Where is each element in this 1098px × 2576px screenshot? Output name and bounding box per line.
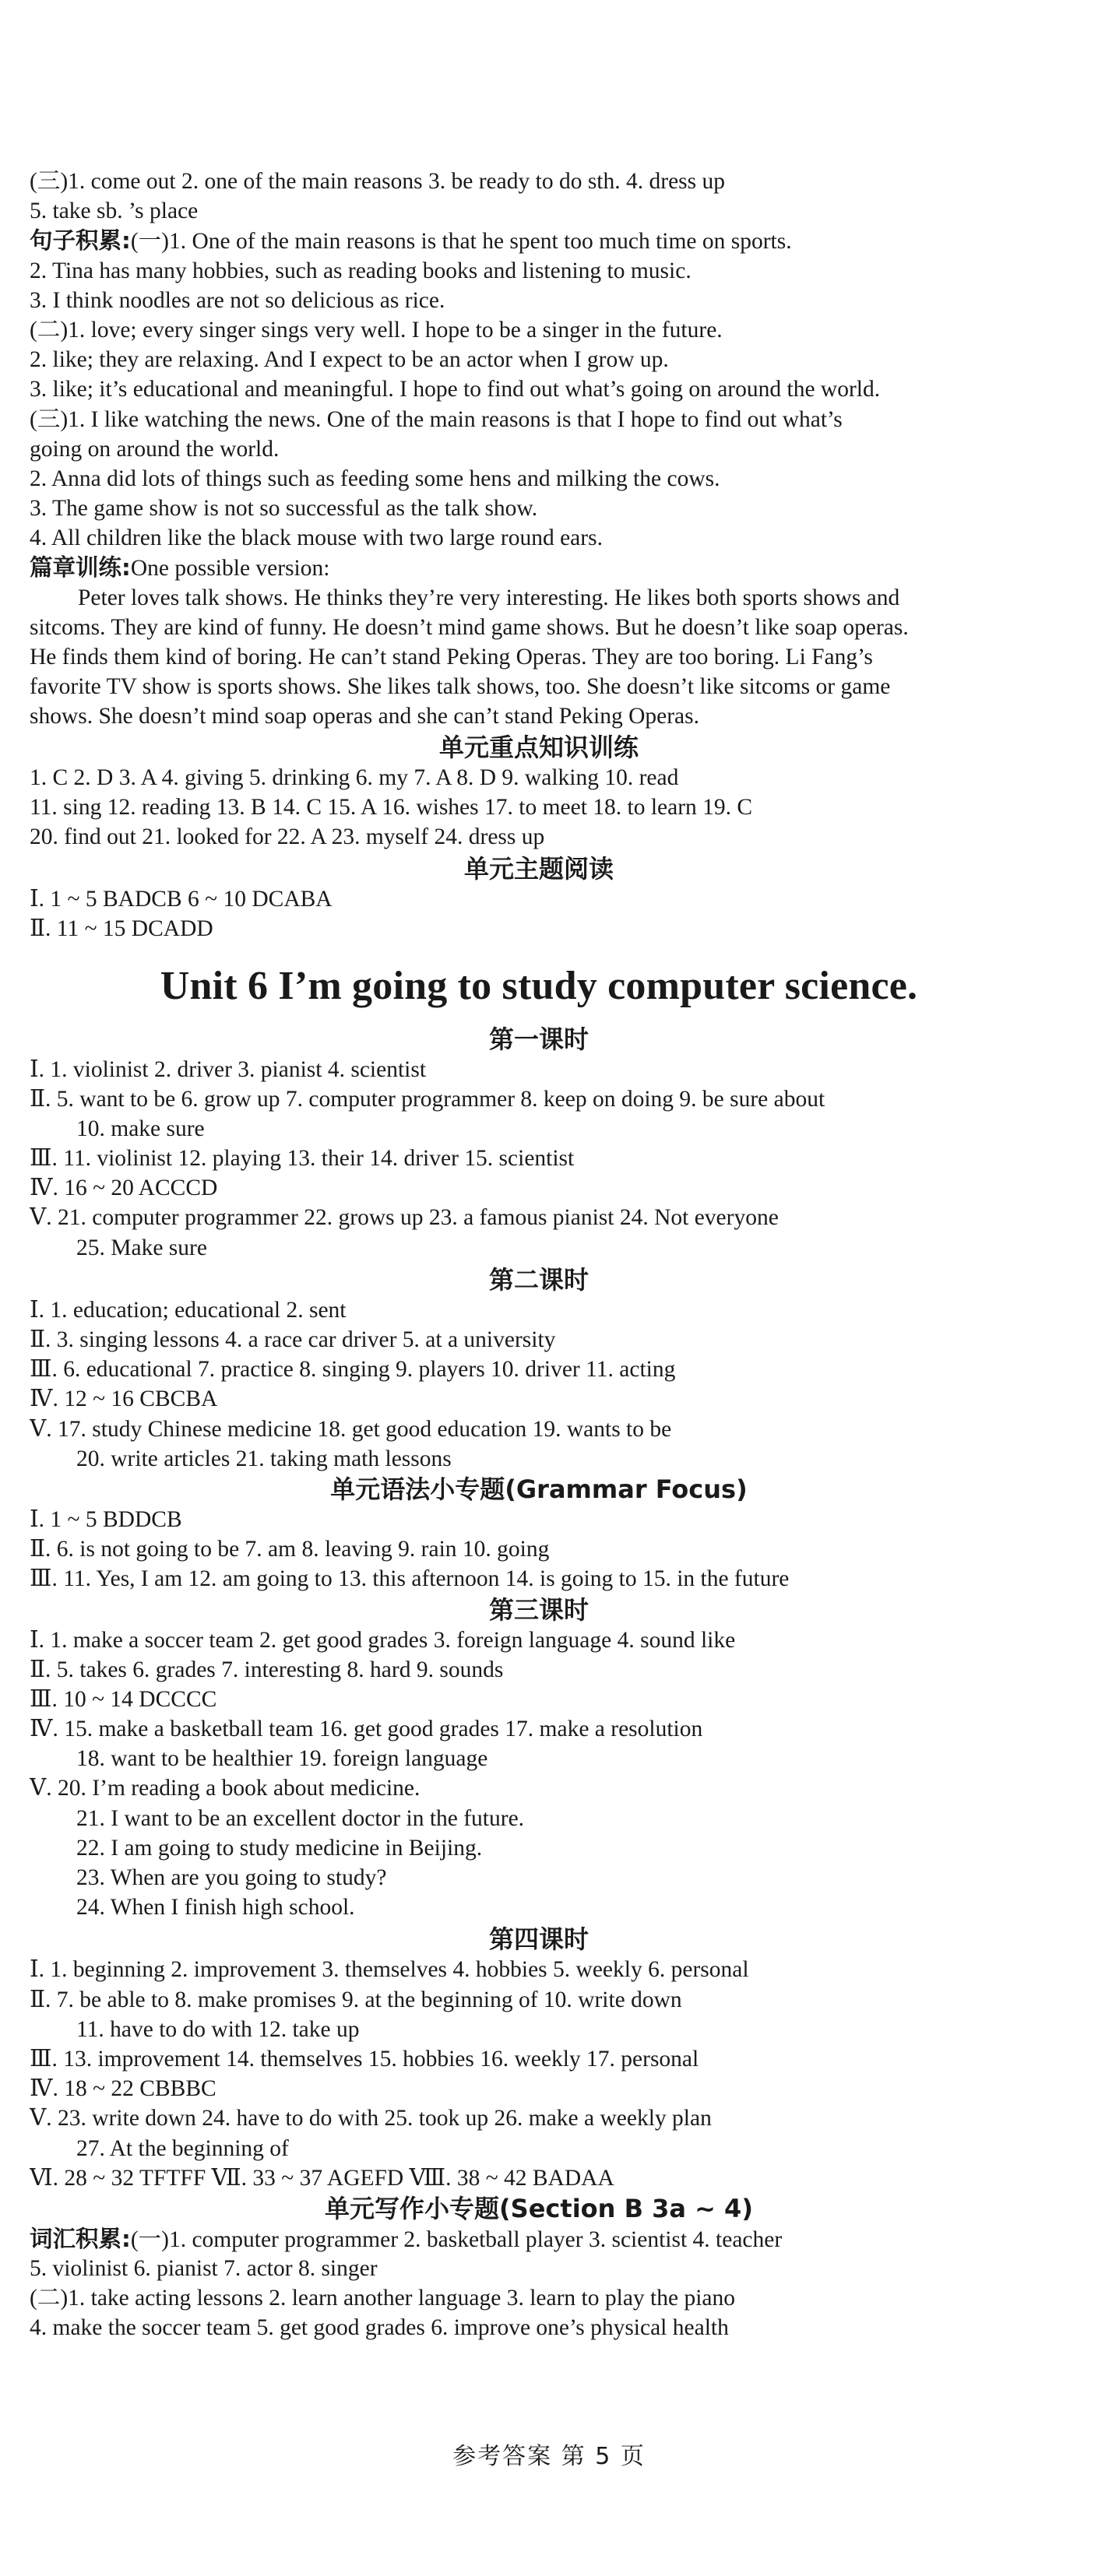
answer-line xyxy=(30,1744,1048,1773)
answer-line xyxy=(30,884,1048,914)
line-text: Ⅰ. 1. violinist 2. driver 3. pianist 4. scientist xyxy=(30,1056,427,1082)
line-text: Ⅱ. 5. takes 6. grades 7. interesting 8. hard 9. sounds xyxy=(30,1657,504,1682)
answer-line xyxy=(30,494,1048,523)
lesson2-heading: 第二课时 xyxy=(488,1264,589,1295)
line-label: 篇章训练: xyxy=(30,554,131,582)
grammar-answers xyxy=(30,1505,1048,1594)
answer-line xyxy=(30,1444,1048,1474)
answer-line xyxy=(30,1295,1048,1325)
line-text: 21. I want to be an excellent doctor in the future. xyxy=(76,1805,525,1831)
line-text: Ⅱ. 3. singing lessons 4. a race car driver 5. at a university xyxy=(30,1327,556,1352)
answer-line xyxy=(30,763,1048,792)
lesson1-heading: 第一课时 xyxy=(488,1024,589,1054)
answer-line xyxy=(30,2103,1048,2133)
answer-line xyxy=(30,1892,1048,1922)
line-text: Ⅳ. 16 ~ 20 ACCCD xyxy=(30,1176,218,1201)
line-text: He finds them kind of boring. He can’t stand Peking Operas. They are too boring. Li Fang’s xyxy=(30,645,873,669)
answer-line xyxy=(30,2254,1048,2283)
unit-title: Unit 6 I’m going to study computer science. xyxy=(160,963,918,1008)
answer-line xyxy=(30,1833,1048,1863)
answer-line xyxy=(30,1985,1048,2015)
line-text: 4. All children like the black mouse with two large round ears. xyxy=(30,525,603,551)
line-text: 10. make sure xyxy=(76,1116,205,1141)
answer-line xyxy=(30,1685,1048,1714)
line-text: (一)1. One of the main reasons is that he spent too much time on sports. xyxy=(130,229,792,255)
answer-line xyxy=(30,553,1048,582)
grammar-heading: 单元语法小专题(Grammar Focus) xyxy=(330,1474,748,1504)
answer-line xyxy=(30,2224,1048,2254)
line-text: Ⅱ. 5. want to be 6. grow up 7. computer programmer 8. keep on doing 9. be sure about xyxy=(30,1086,825,1112)
answer-line xyxy=(30,523,1048,553)
line-text: 18. want to be healthier 19. foreign language xyxy=(76,1746,488,1772)
answer-line xyxy=(30,1714,1048,1744)
line-label: 词汇积累: xyxy=(30,2225,131,2252)
line-text: Ⅱ. 7. be able to 8. make promises 9. at the beginning of 10. write down xyxy=(30,1987,682,2012)
lesson3-answers xyxy=(30,1625,1048,1923)
line-text: shows. She doesn’t mind soap operas and she can’t stand Peking Operas. xyxy=(30,704,700,729)
line-text: Ⅲ. 6. educational 7. practice 8. singing 9. players 10. driver 11. acting xyxy=(30,1357,676,1383)
line-text: (一)1. computer programmer 2. basketball player 3. scientist 4. teacher xyxy=(130,2226,783,2252)
line-text: 4. make the soccer team 5. get good grades 6. improve one’s physical health xyxy=(30,2315,729,2341)
answer-line xyxy=(30,2044,1048,2074)
reading-heading: 单元主题阅读 xyxy=(463,854,614,884)
line-text: 5. take sb. ’s place xyxy=(30,199,199,224)
top-section xyxy=(30,167,1048,583)
answer-line xyxy=(30,256,1048,286)
answer-line xyxy=(30,167,1048,196)
line-text: 5. violinist 6. pianist 7. actor 8. singer xyxy=(30,2256,378,2282)
lesson1-answers xyxy=(30,1055,1048,1263)
line-text: Ⅱ. 6. is not going to be 7. am 8. leaving 9. rain 10. going xyxy=(30,1537,550,1562)
line-text: Ⅰ. 1 ~ 5 BDDCB xyxy=(30,1506,182,1532)
answer-line xyxy=(30,2283,1048,2313)
answer-line xyxy=(30,2015,1048,2044)
lesson4-answers xyxy=(30,1955,1048,2193)
line-text: Ⅳ. 15. make a basketball team 16. get good grades 17. make a resolution xyxy=(30,1717,703,1742)
answer-line xyxy=(30,1144,1048,1173)
answer-line xyxy=(30,1384,1048,1414)
line-text: 3. like; it’s educational and meaningful. I hope to find out what’s going on around the world. xyxy=(30,377,881,402)
answer-line xyxy=(30,672,1048,701)
line-text: 27. At the beginning of xyxy=(76,2135,289,2161)
knowledge-heading: 单元重点知识训练 xyxy=(438,732,639,762)
answer-line xyxy=(30,226,1048,255)
answer-line xyxy=(30,2313,1048,2342)
line-text: 2. like; they are relaxing. And I expect to be an actor when I grow up. xyxy=(30,347,669,373)
answer-line xyxy=(30,1625,1048,1655)
knowledge-answers xyxy=(30,763,1048,852)
answer-line xyxy=(30,1804,1048,1833)
answer-line xyxy=(30,1233,1048,1263)
line-text: 20. find out 21. looked for 22. A 23. myself 24. dress up xyxy=(30,824,545,849)
line-text: 3. The game show is not so successful as the talk show. xyxy=(30,496,538,522)
answer-line xyxy=(30,792,1048,822)
line-text: 20. write articles 21. taking math lessons xyxy=(76,1446,452,1471)
line-text: Ⅳ. 12 ~ 16 CBCBA xyxy=(30,1386,218,1412)
page-footer: 参考答案 第 5 页 xyxy=(452,2443,646,2470)
answer-line xyxy=(30,1355,1048,1384)
answer-line xyxy=(30,701,1048,731)
line-text: Ⅴ. 17. study Chinese medicine 18. get good education 19. wants to be xyxy=(30,1416,672,1442)
line-text: 11. sing 12. reading 13. B 14. C 15. A 16. wishes 17. to meet 18. to learn 19. C xyxy=(30,794,753,820)
answer-line xyxy=(30,1084,1048,1114)
line-text: Ⅰ. 1 ~ 5 BADCB 6 ~ 10 DCABA xyxy=(30,887,333,912)
answer-line xyxy=(30,1655,1048,1685)
line-text: One possible version: xyxy=(130,556,330,582)
answer-line xyxy=(30,1203,1048,1232)
answer-line xyxy=(30,1773,1048,1803)
answer-line xyxy=(30,196,1048,226)
answer-line xyxy=(30,583,1048,613)
line-text: favorite TV show is sports shows. She likes talk shows, too. She doesn’t like sitcoms or game xyxy=(30,674,891,700)
line-text: sitcoms. They are kind of funny. He doesn’t mind game shows. But he doesn’t like soap operas. xyxy=(30,614,909,640)
line-text: 25. Make sure xyxy=(76,1235,207,1260)
line-text: Ⅵ. 28 ~ 32 TFTFF Ⅶ. 33 ~ 37 AGEFD Ⅷ. 38 ~ 42 BADAA xyxy=(30,2165,614,2191)
line-text: 1. C 2. D 3. A 4. giving 5. drinking 6. my 7. A 8. D 9. walking 10. read xyxy=(30,764,679,790)
line-text: Ⅲ. 11. violinist 12. playing 13. their 14. driver 15. scientist xyxy=(30,1146,575,1172)
answer-line xyxy=(30,2163,1048,2193)
lesson3-heading: 第三课时 xyxy=(488,1594,589,1625)
line-text: 3. I think noodles are not so delicious as rice. xyxy=(30,287,445,313)
answer-line xyxy=(30,914,1048,944)
line-text: Ⅴ. 23. write down 24. have to do with 25. took up 26. make a weekly plan xyxy=(30,2106,712,2131)
answer-line xyxy=(30,1415,1048,1444)
answer-line xyxy=(30,2074,1048,2103)
answer-line xyxy=(30,613,1048,642)
line-text: (二)1. take acting lessons 2. learn another language 3. learn to play the piano xyxy=(30,2286,736,2311)
line-text: Ⅲ. 11. Yes, I am 12. am going to 13. this afternoon 14. is going to 15. in the future xyxy=(30,1566,790,1592)
answer-line xyxy=(30,1534,1048,1564)
line-text: Ⅴ. 21. computer programmer 22. grows up 23. a famous pianist 24. Not everyone xyxy=(30,1205,779,1231)
line-text: 2. Tina has many hobbies, such as reading books and listening to music. xyxy=(30,258,692,283)
line-text: Peter loves talk shows. He thinks they’re very interesting. He likes both sports shows and xyxy=(78,585,900,610)
line-text: 2. Anna did lots of things such as feeding some hens and milking the cows. xyxy=(30,466,720,491)
answer-line xyxy=(30,1564,1048,1594)
essay-section xyxy=(30,583,1048,732)
line-text: (二)1. love; every singer sings very well. I hope to be a singer in the future. xyxy=(30,317,723,343)
answer-line xyxy=(30,374,1048,404)
line-text: Ⅴ. 20. I’m reading a book about medicine. xyxy=(30,1776,421,1801)
line-text: 24. When I finish high school. xyxy=(76,1895,355,1921)
answer-line xyxy=(30,345,1048,374)
answer-line xyxy=(30,1055,1048,1084)
answer-line xyxy=(30,434,1048,464)
writing-heading: 单元写作小专题(Section B 3a ~ 4) xyxy=(325,2193,753,2223)
answer-line xyxy=(30,1505,1048,1534)
line-text: Ⅰ. 1. beginning 2. improvement 3. themselves 4. hobbies 5. weekly 6. personal xyxy=(30,1957,749,1983)
lesson4-heading: 第四课时 xyxy=(488,1924,589,1955)
answer-line xyxy=(30,1173,1048,1203)
answer-line xyxy=(30,1955,1048,1984)
answer-line xyxy=(30,1114,1048,1144)
answer-line xyxy=(30,315,1048,345)
line-text: Ⅰ. 1. make a soccer team 2. get good grades 3. foreign language 4. sound like xyxy=(30,1627,736,1653)
line-text: going on around the world. xyxy=(30,436,280,462)
line-text: Ⅲ. 10 ~ 14 DCCCC xyxy=(30,1686,217,1712)
line-text: 22. I am going to study medicine in Beijing. xyxy=(76,1835,483,1861)
line-text: 23. When are you going to study? xyxy=(76,1865,387,1890)
line-text: Ⅱ. 11 ~ 15 DCADD xyxy=(30,916,213,942)
answer-line xyxy=(30,1863,1048,1892)
answer-line xyxy=(30,286,1048,315)
line-text: Ⅲ. 13. improvement 14. themselves 15. hobbies 16. weekly 17. personal xyxy=(30,2046,699,2072)
answer-line xyxy=(30,464,1048,494)
line-text: (三)1. I like watching the news. One of the main reasons is that I hope to find out what’s xyxy=(30,406,843,432)
line-text: Ⅳ. 18 ~ 22 CBBBC xyxy=(30,2076,216,2102)
line-text: Ⅰ. 1. education; educational 2. sent xyxy=(30,1297,347,1323)
answer-line xyxy=(30,2134,1048,2163)
answer-line xyxy=(30,642,1048,672)
reading-answers xyxy=(30,884,1048,944)
line-label: 句子积累: xyxy=(30,227,131,255)
line-text: (三)1. come out 2. one of the main reasons 3. be ready to do sth. 4. dress up xyxy=(30,169,725,194)
answer-line xyxy=(30,405,1048,434)
writing-answers xyxy=(30,2224,1048,2343)
line-text: 11. have to do with 12. take up xyxy=(76,2016,360,2042)
answer-line xyxy=(30,822,1048,852)
lesson2-answers xyxy=(30,1295,1048,1474)
answer-line xyxy=(30,1325,1048,1355)
